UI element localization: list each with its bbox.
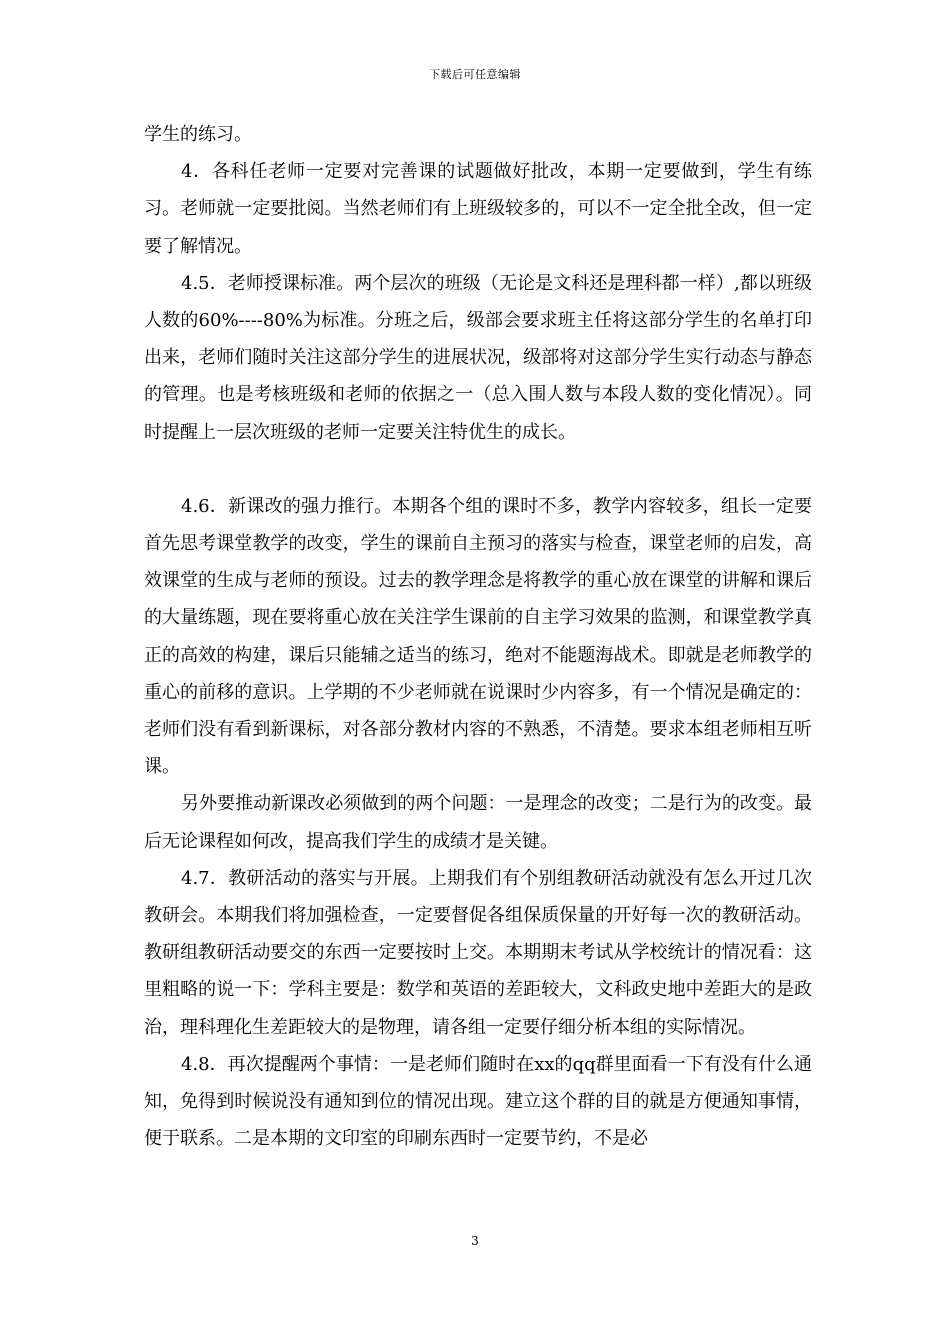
paragraph-item-4: 4．各科任老师一定要对完善课的试题做好批改，本期一定要做到，学生有练习。老师就一定要批阅。当然老师们有上班级较多的，可以不一定全批全改，但一定要了解情况。 [144, 161, 812, 257]
paragraph-item-4-7: 4.7．教研活动的落实与开展。上期我们有个别组教研活动就没有怎么开过几次教研会。本期我们将加强检查，一定要督促各组保质保量的开好每一次的教研活动。教研组教研活动要交的东西一定要按时上交。本期期末考试从学校统计的情况看：这里粗略的说一下：学科主要是：数学和英语的差距较大，文科政史地中差距大的是政治，理科理化生差距较大的是物理，请各组一定要仔细分析本组的实际情况。 [144, 867, 812, 1038]
page-number: 3 [471, 1234, 479, 1248]
paragraph-item-4-6: 4.6．新课改的强力推行。本期各个组的课时不多，教学内容较多，组长一定要首先思考课堂教学的改变，学生的课前自主预习的落实与检查，课堂老师的启发，高效课堂的生成与老师的预设。过去的教学理念是将教学的重心放在课堂的讲解和课后的大量练题，现在要将重心放在关注学生课前的自主学习效果的监测，和课堂教学真正的高效的构建，课后只能辅之适当的练习，绝对不能题海战术。即就是老师教学的重心的前移的意识。上学期的不少老师就在说课时少内容多，有一个情况是确定的：老师们没有看到新课标，对各部分教材内容的不熟悉，不清楚。要求本组老师相互听课。 [144, 495, 812, 778]
page-header: 下载后可任意编辑 [429, 68, 521, 81]
paragraph-item-4-8: 4.8．再次提醒两个事情：一是老师们随时在xx的qq群里面看一下有没有什么通知，免得到时候说没有通知到位的情况出现。建立这个群的目的就是方便通知事情，便于联系。二是本期的文印室的印刷东西时一定要节约，不是必 [144, 1053, 812, 1150]
document-body [144, 116, 812, 1157]
paragraph-item-4-5: 4.5．老师授课标准。两个层次的班级（无论是文科还是理科都一样）,都以班级人数的60%----80%为标准。分班之后，级部会要求班主任将这部分学生的名单打印出来，老师们随时关注这部分学生的进展状况，级部将对这部分学生实行动态与静态的管理。也是考核班级和老师的依据之一（总入围人数与本段人数的变化情况）。同时提醒上一层次班级的老师一定要关注特优生的成长。 [144, 272, 812, 443]
paragraph-continuation: 学生的练习。 [144, 124, 252, 145]
paragraph-new-curriculum: 另外要推动新课改必须做到的两个问题：一是理念的改变；二是行为的改变。最后无论课程如何改，提高我们学生的成绩才是关键。 [144, 793, 812, 852]
